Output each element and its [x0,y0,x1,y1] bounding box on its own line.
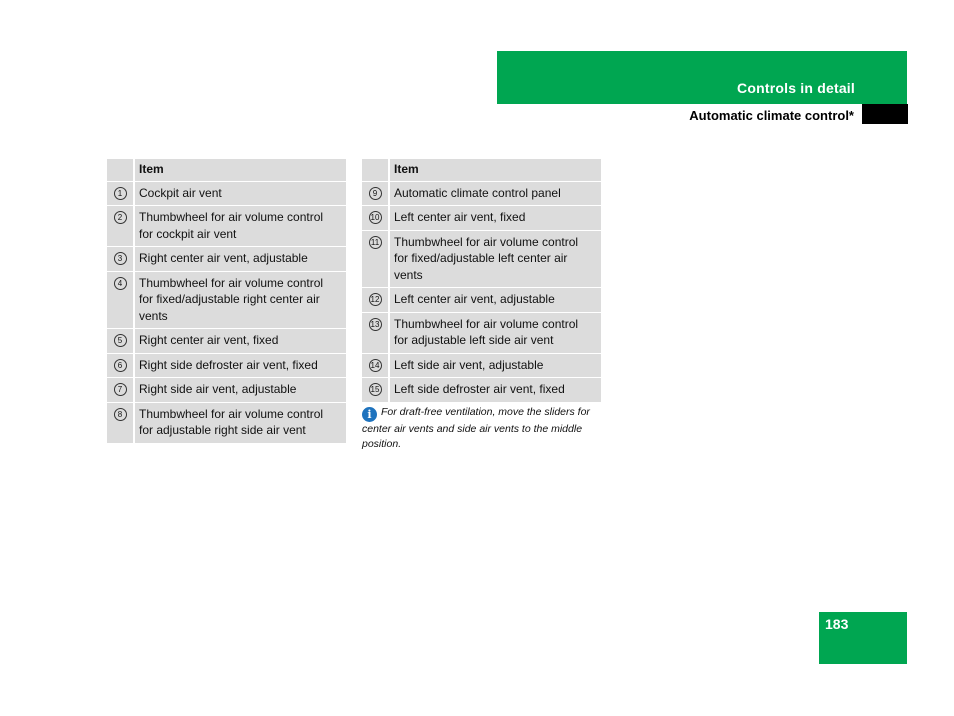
item-description: Thumbwheel for air volume control for cockpit air vent [139,210,324,241]
item-description: Thumbwheel for air volume control for adjustable left side air vent [394,316,579,347]
table-row [362,206,601,231]
items-table-left [107,159,346,444]
item-description-cell [390,378,601,403]
item-description: Thumbwheel for air volume control for adjustable right side air vent [139,406,324,437]
item-number-cell [362,354,390,379]
item-number-cell [107,247,135,272]
item-number-badge: 10 [369,211,382,224]
item-description-cell [135,378,346,403]
section-title: Controls in detail [737,80,855,96]
item-number-badge: 5 [114,334,127,347]
table-row [107,182,346,207]
item-number-cell [107,182,135,207]
item-description: Thumbwheel for air volume control for fixed/adjustable right center air vents [139,275,324,323]
item-number-badge: 4 [114,277,127,290]
table-row [362,182,601,207]
item-description: Left center air vent, fixed [394,210,526,224]
item-description-cell [390,206,601,231]
item-number-badge: 13 [369,318,382,331]
item-number-cell [107,206,135,247]
item-number-badge: 6 [114,359,127,372]
table-row [107,247,346,272]
item-number-badge: 7 [114,383,127,396]
item-description: Automatic climate control panel [394,185,561,200]
item-description-cell [135,247,346,272]
table-row [362,313,601,354]
item-description: Left side air vent, adjustable [394,357,544,372]
item-description: Thumbwheel for air volume control for fixed/adjustable left center air vents [394,234,579,282]
item-number-cell [362,288,390,313]
item-number-cell [107,329,135,354]
item-description-cell [390,313,601,354]
item-description: Cockpit air vent [139,185,222,200]
item-column-header: Item [135,159,346,182]
item-number-badge: 15 [369,383,382,396]
item-description: Right side defroster air vent, fixed [139,357,318,372]
page-number: 183 [825,616,849,632]
item-description: Left center air vent, adjustable [394,292,555,306]
item-description-cell [135,206,346,247]
item-number-cell [107,403,135,444]
table-row [107,329,346,354]
item-description: Right center air vent, adjustable [139,251,308,265]
item-number-cell [362,206,390,231]
item-number-badge: 1 [114,187,127,200]
item-number-badge: 12 [369,293,382,306]
item-number-badge: 11 [369,236,382,249]
item-description-cell [135,354,346,379]
item-description-cell [135,182,346,207]
number-column-header [107,159,135,182]
info-note [362,405,602,451]
table-row [107,206,346,247]
item-number-cell [362,231,390,289]
item-number-cell [107,354,135,379]
info-note-text: For draft-free ventilation, move the sliders for center air vents and side air vents to the middle position. [362,406,590,450]
item-description-cell [135,272,346,330]
item-number-badge: 3 [114,252,127,265]
item-description-cell [390,288,601,313]
item-description-cell [135,403,346,444]
table-row [107,354,346,379]
item-description-cell [135,329,346,354]
subsection-title: Automatic climate control* [689,108,854,123]
number-column-header [362,159,390,182]
item-number-badge: 2 [114,211,127,224]
item-number-badge: 8 [114,408,127,421]
table-row [107,403,346,444]
item-description-cell [390,231,601,289]
table-row [362,354,601,379]
item-description: Left side defroster air vent, fixed [394,382,565,396]
item-description: Right center air vent, fixed [139,333,279,347]
item-column-header: Item [390,159,601,182]
item-number-cell [107,378,135,403]
info-icon: i [362,407,377,422]
table-header-row [107,159,346,182]
item-number-cell [107,272,135,330]
table-row [362,288,601,313]
table-row [362,231,601,289]
item-number-cell [362,182,390,207]
item-number-cell [362,378,390,403]
table-header-row [362,159,601,182]
items-table-right [362,159,601,403]
page-number-box [819,612,907,664]
item-number-cell [362,313,390,354]
table-row [107,378,346,403]
section-tab-marker [862,104,908,124]
item-number-badge: 14 [369,359,382,372]
table-row [107,272,346,330]
item-description-cell [390,182,601,207]
item-number-badge: 9 [369,187,382,200]
item-description-cell [390,354,601,379]
header-bar [497,51,907,104]
item-description: Right side air vent, adjustable [139,382,297,396]
table-row [362,378,601,403]
